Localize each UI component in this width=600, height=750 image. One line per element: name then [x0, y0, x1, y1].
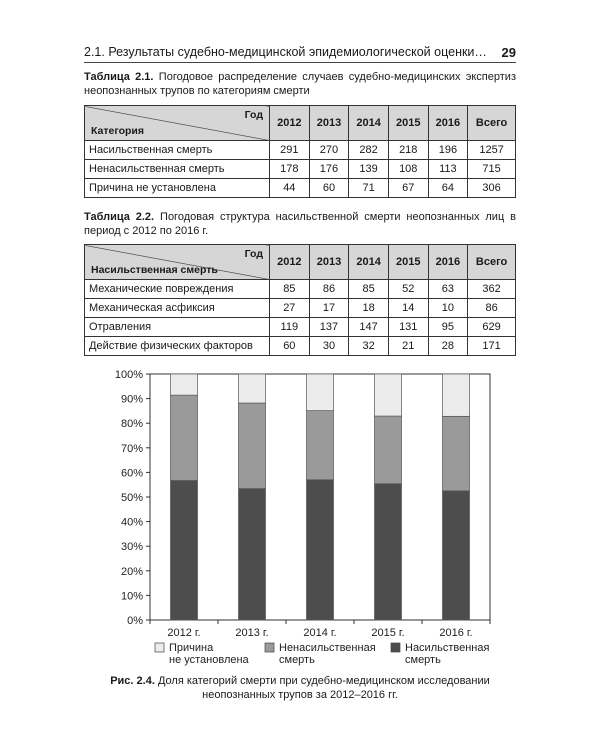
table1-col-header: 2013 — [309, 106, 349, 141]
figure-caption — [84, 674, 516, 702]
table-cell: 178 — [270, 160, 310, 179]
x-tick-label: 2014 г. — [303, 627, 337, 639]
table-cell: 28 — [428, 337, 468, 356]
y-tick-label: 50% — [120, 492, 143, 504]
table2-col-header: 2013 — [309, 245, 349, 280]
table-cell: 131 — [388, 318, 428, 337]
table1-col-header: Всего — [468, 106, 516, 141]
table-cell: 629 — [468, 318, 516, 337]
table1-caption — [84, 70, 516, 98]
bar-segment — [307, 480, 334, 620]
table-cell: 44 — [270, 179, 310, 198]
row-label: Насильственная смерть — [85, 141, 270, 160]
table-cell: 85 — [349, 280, 389, 299]
table-cell: 86 — [468, 299, 516, 318]
y-tick-label: 90% — [120, 393, 143, 406]
row-label: Отравления — [85, 318, 270, 337]
table-cell: 52 — [388, 280, 428, 299]
y-tick-label: 70% — [120, 442, 143, 455]
table1-corner-cell — [85, 106, 270, 141]
bar-segment — [443, 374, 470, 416]
table-cell: 282 — [349, 141, 389, 160]
running-header-title: 2.1. Результаты судебно-медицинской эпидемиологической оценки… — [84, 45, 487, 59]
table2-corner-year: Год — [244, 248, 263, 260]
x-tick-label: 2015 г. — [371, 627, 405, 639]
table1-caption-label: Таблица 2.1. — [84, 71, 154, 83]
table2-col-header: Всего — [468, 245, 516, 280]
table1-corner-category: Категория — [91, 125, 145, 137]
table-cell: 119 — [270, 318, 310, 337]
table2-col-header: 2016 — [428, 245, 468, 280]
table-cell: 95 — [428, 318, 468, 337]
table-cell: 270 — [309, 141, 349, 160]
bar-segment — [375, 484, 402, 620]
bar-segment — [375, 374, 402, 416]
table-cell: 85 — [270, 280, 310, 299]
table-cell: 60 — [270, 337, 310, 356]
bar-segment — [443, 416, 470, 491]
table2-corner-cell — [85, 245, 270, 280]
table1-col-header: 2015 — [388, 106, 428, 141]
page-number: 29 — [501, 45, 516, 60]
bar-segment — [307, 374, 334, 411]
table-cell: 21 — [388, 337, 428, 356]
legend-label: Ненасильственная смерть — [279, 642, 376, 666]
table-cell: 171 — [468, 337, 516, 356]
table-cell: 291 — [270, 141, 310, 160]
y-tick-label: 80% — [120, 418, 143, 431]
y-tick-label: 30% — [120, 541, 143, 554]
table-cell: 1257 — [468, 141, 516, 160]
table-cell: 108 — [388, 160, 428, 179]
table2-caption-text: Погодовая структура насильственной смерти неопознанных лиц в период с 2012 по 2016 г. — [84, 211, 516, 237]
table-cell: 30 — [309, 337, 349, 356]
table-cell: 10 — [428, 299, 468, 318]
table-row — [85, 280, 516, 299]
legend-label: Причина не установлена — [169, 642, 249, 666]
table1-col-header: 2016 — [428, 106, 468, 141]
table-cell: 27 — [270, 299, 310, 318]
bar-segment — [443, 491, 470, 620]
x-tick-label: 2016 г. — [439, 627, 473, 639]
table-row — [85, 337, 516, 356]
legend-swatch — [155, 643, 164, 652]
table2-col-header: 2012 — [270, 245, 310, 280]
table-cell: 137 — [309, 318, 349, 337]
table-cell: 218 — [388, 141, 428, 160]
row-label: Причина не установлена — [85, 179, 270, 198]
bar-segment — [375, 416, 402, 484]
table-row — [85, 160, 516, 179]
bar-segment — [239, 403, 266, 489]
table1-corner-year: Год — [244, 109, 263, 121]
bar-segment — [171, 481, 198, 620]
table-cell: 86 — [309, 280, 349, 299]
table-cell: 176 — [309, 160, 349, 179]
table-cell: 715 — [468, 160, 516, 179]
table-row — [85, 299, 516, 318]
y-tick-label: 60% — [120, 467, 143, 480]
table2-col-header: 2015 — [388, 245, 428, 280]
table-cell: 113 — [428, 160, 468, 179]
legend-swatch — [265, 643, 274, 652]
table-cell: 147 — [349, 318, 389, 337]
table-cell: 67 — [388, 179, 428, 198]
row-label: Механические повреждения — [85, 280, 270, 299]
table-cell: 17 — [309, 299, 349, 318]
table1-col-header: 2012 — [270, 106, 310, 141]
row-label: Ненасильственная смерть — [85, 160, 270, 179]
bar-segment — [307, 411, 334, 480]
legend-label: Насильственная смерть — [405, 642, 490, 666]
bar-segment — [171, 395, 198, 480]
x-tick-label: 2012 г. — [167, 627, 201, 639]
table-row — [85, 318, 516, 337]
y-tick-label: 40% — [120, 516, 143, 529]
bar-segment — [239, 489, 266, 620]
table-cell: 14 — [388, 299, 428, 318]
table-violent-death-structure — [84, 244, 516, 356]
stacked-bar-chart — [100, 366, 500, 668]
table1-col-header: 2014 — [349, 106, 389, 141]
row-label: Механическая асфиксия — [85, 299, 270, 318]
bar-segment — [239, 374, 266, 403]
y-tick-label: 100% — [114, 369, 143, 381]
table2-corner-category: Насильственная смерть — [91, 264, 218, 276]
table2-col-header: 2014 — [349, 245, 389, 280]
figure-caption-text: Доля категорий смерти при судебно-медицинском исследовании неопознанных трупов за 2012–2016 гг. — [157, 675, 490, 701]
x-tick-label: 2013 г. — [235, 627, 269, 639]
figure-caption-label: Рис. 2.4. — [110, 675, 155, 687]
table-cell: 18 — [349, 299, 389, 318]
table2-caption-label: Таблица 2.2. — [84, 211, 155, 223]
table-cell: 71 — [349, 179, 389, 198]
table-cell: 306 — [468, 179, 516, 198]
table2-header-row — [85, 245, 516, 280]
table2-caption — [84, 210, 516, 238]
table-death-categories — [84, 105, 516, 198]
header-divider — [84, 62, 516, 63]
table1-header-row — [85, 106, 516, 141]
table-cell: 64 — [428, 179, 468, 198]
table-cell: 60 — [309, 179, 349, 198]
table-cell: 362 — [468, 280, 516, 299]
table-cell: 139 — [349, 160, 389, 179]
table1-caption-text: Погодовое распределение случаев судебно-медицинских экспертиз неопознанных трупов по категориям смерти — [84, 71, 516, 97]
y-tick-label: 10% — [120, 590, 143, 603]
table-row — [85, 179, 516, 198]
table-cell: 63 — [428, 280, 468, 299]
y-tick-label: 0% — [127, 615, 143, 627]
legend-swatch — [391, 643, 400, 652]
table-row — [85, 141, 516, 160]
bar-segment — [171, 374, 198, 395]
table-cell: 32 — [349, 337, 389, 356]
y-tick-label: 20% — [120, 565, 143, 578]
table-cell: 196 — [428, 141, 468, 160]
row-label: Действие физических факторов — [85, 337, 270, 356]
